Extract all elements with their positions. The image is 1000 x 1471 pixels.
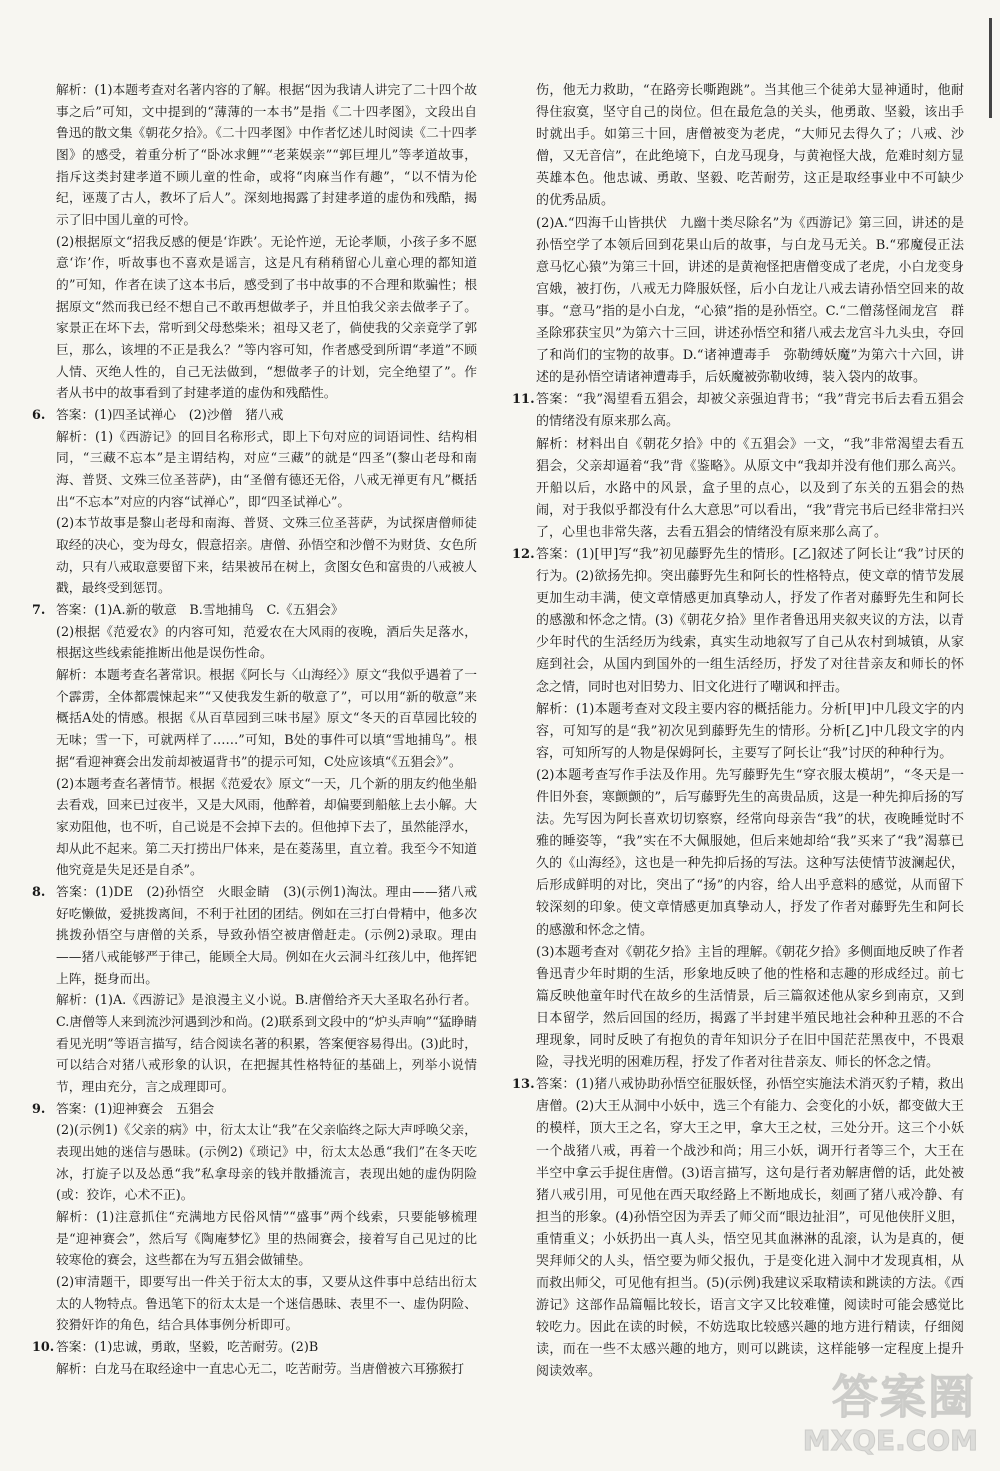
question-10 [32, 1337, 477, 1380]
question-8-number: 8. [32, 884, 46, 900]
right-column [512, 80, 978, 1384]
q12-analysis-2: (2)本题考查写作手法及作用。先写藤野先生“穿衣服太模胡”，“冬天是一件旧外套，寒颤颤的”，后写藤野先生的高贵品质，这是一种先抑后扬的写法。先写因为阿长喜欢切切察察，经常向母亲告“我”的状，夜晚睡觉时不雅的睡姿等，“我”实在不大佩服她，但后来她却给“我”买来了“我”渴慕已久的《山海经》，这也是一种先抑后扬的写法。这种写法使情节波澜起伏，后形成鲜明的对比，突出了“扬”的内容，给人出乎意料的感觉，从而留下较深刻的印象。使文章情感更加真挚动人，抒发了作者对藤野先生和阿长的感激和怀念之情。 [536, 767, 964, 938]
q6-analysis-1: 解析：(1)《西游记》的回目名称形式，即上下句对应的词语词性、结构相同，“三藏不忘本”是主谓结构，对应“三藏”的就是“四圣”(黎山老母和南海、普贤、文殊三位圣菩萨)，由“圣僧有德还无俗，八戒无禅更有凡”概括出“不忘本”对应的内容“试禅心”，即“四圣试禅心”。 [56, 429, 477, 510]
q10-analysis-continued: 伤，他无力救助，“在路旁长嘶跑跳”。当其他三个徒弟大显神通时，他耐得住寂寞，坚守自己的岗位。但在最危急的关头，他勇敢、坚毅，该出手时就出手。如第三十回，唐僧被变为老虎，“大师兄去得久了；八戒、沙僧，又无音信”，在此绝境下，白龙马现身，与黄袍怪大战，危难时刻方显英雄本色。他忠诚、勇敢、坚毅、吃苦耐劳，这正是取经事业中不可缺少的优秀品质。 [536, 83, 964, 209]
q6-answer: 答案：(1)四圣试禅心 (2)沙僧 猪八戒 [56, 408, 284, 424]
q9-answer: 答案：(1)迎神赛会 五猖会 [56, 1101, 215, 1117]
q10-analysis-2: (2)A.“四海千山皆拱伏 九幽十类尽除名”为《西游记》第三回，讲述的是孙悟空学了本领后回到花果山后的故事，与白龙马无关。B.“邪魔侵正法 意马忆心猿”为第三十回，讲述的是黄袍怪把唐僧变成了老虎，小白龙变身宫娥，被打伤，八戒无力降服妖怪，后小白龙让八戒去请孙悟空回来的故事。“意马”指的是小白龙，“心猿”指的是孙悟空。C.“二僧荡怪闹龙宫 群圣除邪获宝贝”为第六十三回，讲述孙悟空和猪八戒去龙宫斗九头虫，夺回了和尚们的宝物的故事。D.“诸神遭毒手 弥勒缚妖魔”为第六十六回，讲述的是孙悟空请诸神遭毒手，后妖魔被弥勒收缚，装入袋内的故事。 [536, 215, 978, 386]
q9-analysis-2: (2)审清题干，即要写出一件关于衍太太的事，又要从这件事中总结出衍太太的人物特点。鲁迅笔下的衍太太是一个迷信愚昧、表里不一、虚伪阴险、狡猾奸诈的角色，结合具体事例分析即可。 [56, 1274, 477, 1334]
question-12 [512, 544, 964, 1074]
q10-analysis-1: 解析：白龙马在取经途中一直忠心无二，吃苦耐劳。当唐僧被六耳猕猴打 [56, 1361, 464, 1377]
watermark-chinese-text: 答案圈 [832, 1370, 976, 1424]
binding-edge-mark [983, 18, 992, 118]
q5-analysis-1: 解析：(1)本题考查对名著内容的了解。根据“因为我请人讲完了二十四个故事之后”可知，文中提到的“薄薄的一本书”是指《二十四孝图》，文段出自鲁迅的散文集《朝花夕拾》。《二十四孝图》中作者忆述儿时阅读《二十四孝图》的感受，着重分析了“卧冰求鲤”“老莱娱亲”“郭巨埋儿”等孝道故事，指斥这类封建孝道不顾儿童的性命，或将“肉麻当作有趣”，“以不情为伦纪，诬蔑了古人，教坏了后人”。深刻地揭露了封建孝道的虚伪和残酷，揭示了旧中国儿童的可怜。 [56, 83, 477, 229]
q7-analysis-1: 解析：本题考查名著常识。根据《阿长与〈山海经〉》原文“我似乎遇着了一个霹雳，全体都震悚起来”“又使我发生新的敬意了”，可以用“新的敬意”来概括A处的情感。根据《从百草园到三味书屋》原文“冬天的百草园比较的无味；雪一下，可就两样了……”可知，B处的事件可以填“雪地捕鸟”。根据“看迎神赛会出发前却被逼背书”的提示可知，C处应该填“《五猖会》”。 [56, 668, 477, 770]
q12-analysis-3: (3)本题考查对《朝花夕拾》主旨的理解。《朝花夕拾》多侧面地反映了作者鲁迅青少年时期的生活，形象地反映了他的性格和志趣的形成经过。前七篇反映他童年时代在故乡的生活情景，后三篇叙述他从家乡到南京，又到日本留学，然后回国的经历，揭露了半封建半殖民地社会种种丑恶的不合理现象，同时反映了有抱负的青年知识分子在旧中国茫茫黑夜中，不畏艰险，寻找光明的困难历程，抒发了作者对往昔亲友、师长的怀念之情。 [536, 944, 964, 1071]
question-6-number: 6. [32, 408, 46, 424]
q11-answer: 答案：“我”渴望看五猖会，却被父亲强迫背书；“我”背完书后去看五猖会的情绪没有原来那么高。 [536, 392, 964, 430]
q7-answer: 答案：(1)A.新的敬意 B.雪地捕鸟 C.《五猖会》 [56, 603, 344, 619]
question-6 [32, 405, 477, 600]
q5-analysis-2: (2)根据原文“招我反感的便是‘诈跌’。无论忤逆，无论孝顺，小孩子多不愿意‘诈’作，听故事也不喜欢是谣言，这是凡有稍稍留心儿童心理的都知道的”可知，作者在读了这本书后，感受到了书中故事的不合理和欺骗性；根据原文“然而我已经不想自己不敢再想做孝子，并且怕我父亲去做孝子了。家景正在坏下去，常听到父母愁柴米；祖母又老了，倘使我的父亲竟学了郭巨，那么，该埋的不正是我么？”等内容可知，作者感受到所谓“孝道”不顾人情、灭绝人性的，自己无法做到，“想做孝子的计划，完全绝望了”。作者从书中的故事看到了封建孝道的虚伪和残酷性。 [56, 234, 477, 402]
q8-analysis-1: 解析：(1)A.《西游记》是浪漫主义小说。B.唐僧给齐天大圣取名孙行者。C.唐僧等人来到流沙河遇到沙和尚。(2)联系到文段中的“炉头声响”“猛睁睛看见光明”等语言描写，结合阅读名著的积累，答案便容易得出。(3)此时，可以结合对猪八戒形象的认识，在把握其性格特征的基础上，列举小说情节，理由充分，言之成理即可。 [56, 993, 477, 1095]
q12-analysis-1: 解析：(1)本题考查对文段主要内容的概括能力。分析[甲]中几段文字的内容，可知写的是“我”初次见到藤野先生的情形。分析[乙]中几段文字的内容，可知所写的人物是保姆阿长，主要写了阿长让“我”讨厌的种种行为。 [536, 701, 964, 761]
question-12-number: 12. [512, 546, 535, 562]
q12-answer: 答案：(1)[甲]写“我”初见藤野先生的情形。[乙]叙述了阿长让“我”讨厌的行为。(2)欲扬先抑。突出藤野先生和阿长的性格特点，使文章的情节发展更加生动丰满，使文章情感更加真挚动人，抒发了作者对藤野先生和阿长的感激和怀念之情。(3)《朝花夕拾》里作者鲁迅用夹叙夹议的方法，以青少年时代的生活经历为线索，真实生动地叙写了自己从农村到城镇，从家庭到社会，从国内到国外的一组生活经历，抒发了对往昔亲友和师长的怀念之情，同时也对旧势力、旧文化进行了嘲讽和抨击。 [536, 546, 964, 695]
q11-analysis: 解析：材料出自《朝花夕拾》中的《五猖会》一文，“我”非常渴望去看五猖会，父亲却逼着“我”背《鉴略》。从原文中“我却并没有他们那么高兴。开船以后，水路中的风景，盒子里的点心，以及到了东关的五猖会的热闹，对于我似乎都没有什么大意思”可以看出，“我”背完书后已经非常扫兴了，心里也非常失落，去看五猖会的情绪没有原来那么高了。 [536, 436, 964, 540]
q7-answer-2: (2)根据《范爱农》的内容可知，范爱农在大风雨的夜晚，酒后失足落水，根据这些线索能推断出他是误伤性命。 [56, 624, 477, 662]
watermark-url-text: MXQE.COM [802, 1424, 978, 1457]
question-7 [32, 600, 477, 882]
q9-answer-2: (2)(示例1)《父亲的病》中，衍太太让“我”在父亲临终之际大声呼唤父亲，表现出她的迷信与愚昧。(示例2)《琐记》中，衍太太怂恿“我们”在冬天吃冰，打旋子以及怂恿“我”私拿母亲的钱并散播流言，表现出她的虚伪阴险(或：狡诈，心术不正)。 [56, 1123, 477, 1204]
question-11-number: 11. [512, 392, 535, 408]
q6-analysis-2: (2)本节故事是黎山老母和南海、普贤、文殊三位圣菩萨，为试探唐僧师徒取经的决心，变为母女，假意招亲。唐僧、孙悟空和沙僧不为财货、女色所动，只有八戒取意要留下来，结果被吊在树上，贪图女色和富贵的八戒被人戳，最终受到惩罚。 [56, 516, 477, 597]
left-column [32, 80, 477, 1380]
q9-analysis-1: 解析：(1)注意抓住“充满地方民俗风情”“盛事”两个线索，只要能够梳理是“迎神赛会”，然后写《陶庵梦忆》里的热闹赛会，接着写自己见过的比较寒伧的赛会，这些都在为写五猖会做铺垫。 [56, 1209, 477, 1269]
question-9 [32, 1099, 477, 1337]
question-13-number: 13. [512, 1077, 535, 1093]
question-11 [512, 389, 964, 544]
q13-answer: 答案：(1)猪八戒协助孙悟空征服妖怪，孙悟空实施法术消灭豹子精，救出唐僧。(2)大王从洞中小妖中，选三个有能力、会变化的小妖，都变做大王的模样，顶大王之名，穿大王之甲，拿大王之杖，三处分开。这三个小妖一个战猪八戒，再着一个战沙和尚；用三小妖，调开行者等三个，大王在半空中拿云手捉住唐僧。(3)语言描写，这句是行者劝解唐僧的话，此处被猪八戒引用，可见他在西天取经路上不断地成长，刻画了猪八戒冷静、有担当的形象。(4)孙悟空因为弄丢了师父而“眼边扯泪”，可见他侠肝义胆，重情重义；小妖扔出一真人头，悟空见其血淋淋的乱滚，认为是真的，便哭拜师父的人头，悟空要为师父报仇，于是变化进入洞中才发现真相，从而救出师父，可见他有担当。(5)(示例)我建议采取精读和跳读的方法。《西游记》这部作品篇幅比较长，语言文字又比较难懂，阅读时可能会感觉比较吃力。因此在读的时候，不妨选取比较感兴趣的地方进行精读，仔细阅读，而在一些不太感兴趣的地方，则可以跳读，这样能够一定程度上提升阅读效率。 [536, 1077, 964, 1380]
q7-analysis-2: (2)本题考查名著情节。根据《范爱农》原文“一天，几个新的朋友约他坐船去看戏，回来已过夜半，又是大风雨，他醉着，却偏要到船舷上去小解。大家劝阻他，也不听，自己说是不会掉下去的。但他掉下去了，虽然能浮水，却从此不起来。第二天打捞出尸体来，是在菱荡里，直立着。我至今不知道他究竟是失足还是自杀”。 [56, 776, 477, 879]
q8-answer: 答案：(1)DE (2)孙悟空 火眼金睛 (3)(示例1)淘汰。理由——猪八戒好吃懒做，爱挑拨离间，不利于社团的团结。例如在三打白骨精中，他多次挑拨孙悟空与唐僧的关系，导致孙悟空被唐僧赶走。(示例2)录取。理由——猪八戒能够严于律己，能顾全大局。例如在火云洞斗红孩儿中，他挥钯上阵，挺身而出。 [56, 884, 477, 987]
question-7-number: 7. [32, 603, 46, 619]
question-9-number: 9. [32, 1101, 46, 1117]
q10-answer: 答案：(1)忠诚，勇敢，坚毅，吃苦耐劳。(2)B [56, 1339, 319, 1355]
question-10-number: 10. [32, 1339, 55, 1355]
question-13 [512, 1074, 964, 1383]
question-8 [32, 882, 477, 1099]
